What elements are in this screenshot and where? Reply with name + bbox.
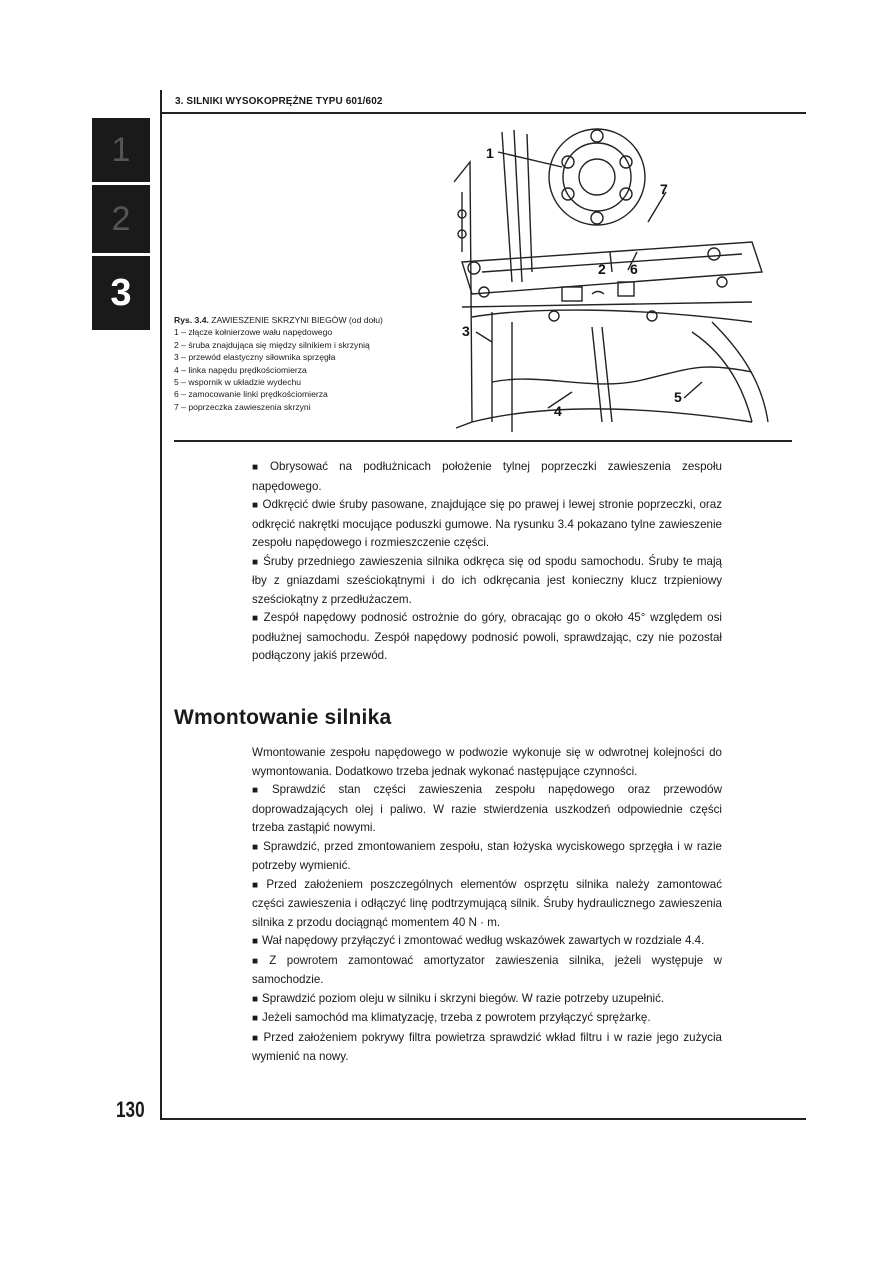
footer-rule	[160, 1118, 806, 1120]
legend-item: 5 – wspornik w układzie wydechu	[174, 377, 302, 388]
figure-caption	[174, 314, 464, 413]
page-number: 130	[116, 1097, 145, 1122]
figure-legend	[174, 326, 464, 413]
section-lead: Wmontowanie zespołu napędowego w podwozie wykonuje się w odwrotnej kolejności do wymontowania. Dodatkowo trzeba jednak wykonać następujące czynności.	[252, 746, 722, 778]
legend-item: 1 – złącze kołnierzowe wału napędowego	[174, 327, 333, 338]
legend-item: 6 – zamocowanie linki prędkościomierza	[174, 389, 328, 400]
chapter-tab-label: 1	[111, 131, 131, 169]
figure-number: Rys. 3.4.	[174, 315, 209, 325]
legend-item: 7 – poprzeczka zawieszenia skrzyni	[174, 401, 311, 412]
chapter-tab-label: 3	[110, 272, 132, 314]
step-paragraph: ■ Jeżeli samochód ma klimatyzację, trzeba z powrotem przyłączyć sprężarkę.	[252, 1009, 722, 1029]
step-paragraph: ■ Przed założeniem poszczególnych elementów osprzętu silnika należy zamontować części zawieszenia i odłączyć linę podtrzymującą silnik. Śruby hydraulicznego zawieszenia silnika z przodu dociągnąć momentem 40 N · m.	[252, 876, 722, 933]
callout-6: 6	[630, 261, 638, 277]
callout-7: 7	[660, 181, 668, 197]
callout-2: 2	[598, 261, 606, 277]
figure-bottom-rule	[174, 440, 792, 442]
legend-item: 3 – przewód elastyczny siłownika sprzęgła	[174, 352, 336, 363]
bullet-paragraph: ■ Śruby przedniego zawieszenia silnika odkręca się od spodu samochodu. Śruby te mają łby z gniazdami sześciokątnymi i do ich odkręcania jest konieczny klucz trzpieniowy sześciokątny z przedłużaczem.	[252, 553, 722, 610]
bullet-paragraph: ■ Zespół napędowy podnosić ostrożnie do góry, obracając go o około 45° względem osi podłużnej samochodu. Zespół napędowy podnosić powoli, sprawdzając, czy nie pozostał podłączony jakiś przewód.	[252, 609, 722, 666]
legend-item: 4 – linka napędu prędkościomierza	[174, 364, 307, 375]
step-paragraph: ■ Sprawdzić poziom oleju w silniku i skrzyni biegów. W razie potrzeby uzupełnić.	[252, 990, 722, 1010]
callout-4: 4	[554, 403, 562, 419]
gearbox-mount-drawing	[452, 122, 770, 434]
section-text-block	[252, 744, 722, 1067]
left-margin-rule	[160, 90, 162, 1120]
figure-title	[174, 314, 464, 326]
chapter-tab-3-active	[92, 256, 150, 330]
callout-1: 1	[486, 145, 494, 161]
step-paragraph: ■ Przed założeniem pokrywy filtra powietrza sprawdzić wkład filtru i w razie jego zużycia wymienić na nowy.	[252, 1029, 722, 1067]
step-paragraph: ■ Z powrotem zamontować amortyzator zawieszenia silnika, jeżeli występuje w samochodzie.	[252, 952, 722, 990]
step-paragraph: ■ Wał napędowy przyłączyć i zmontować według wskazówek zawartych w rozdziale 4.4.	[252, 932, 722, 952]
callout-5: 5	[674, 389, 682, 405]
chapter-tab-label: 2	[111, 200, 131, 238]
running-header: 3. SILNIKI WYSOKOPRĘŻNE TYPU 601/602	[175, 96, 383, 107]
bullet-paragraph: ■ Odkręcić dwie śruby pasowane, znajdujące się po prawej i lewej stronie poprzeczki, oraz odkręcić nakrętki mocujące poduszki gumowe. Na rysunku 3.4 pokazano tylne zawieszenie zespołu napędowego i rozmieszczenie części.	[252, 496, 722, 553]
chapter-tab-1	[92, 118, 150, 182]
section-heading: Wmontowanie silnika	[174, 706, 392, 729]
legend-item: 2 – śruba znajdująca się między silnikiem i skrzynią	[174, 339, 370, 350]
step-paragraph: ■ Sprawdzić, przed zmontowaniem zespołu, stan łożyska wyciskowego sprzęgła i w razie potrzeby wymienić.	[252, 838, 722, 876]
callout-3: 3	[462, 323, 470, 339]
intro-text-block	[252, 458, 722, 666]
figure-title-text: ZAWIESZENIE SKRZYNI BIEGÓW (od dołu)	[211, 315, 383, 325]
header-rule	[160, 112, 806, 114]
step-paragraph: ■ Sprawdzić stan części zawieszenia zespołu napędowego oraz przewodów doprowadzających olej i paliwo. W razie stwierdzenia uszkodzeń odpowiednie części trzeba zastąpić nowymi.	[252, 781, 722, 838]
chapter-tab-2	[92, 185, 150, 253]
bullet-paragraph: ■ Obrysować na podłużnicach położenie tylnej poprzeczki zawieszenia zespołu napędowego.	[252, 458, 722, 496]
